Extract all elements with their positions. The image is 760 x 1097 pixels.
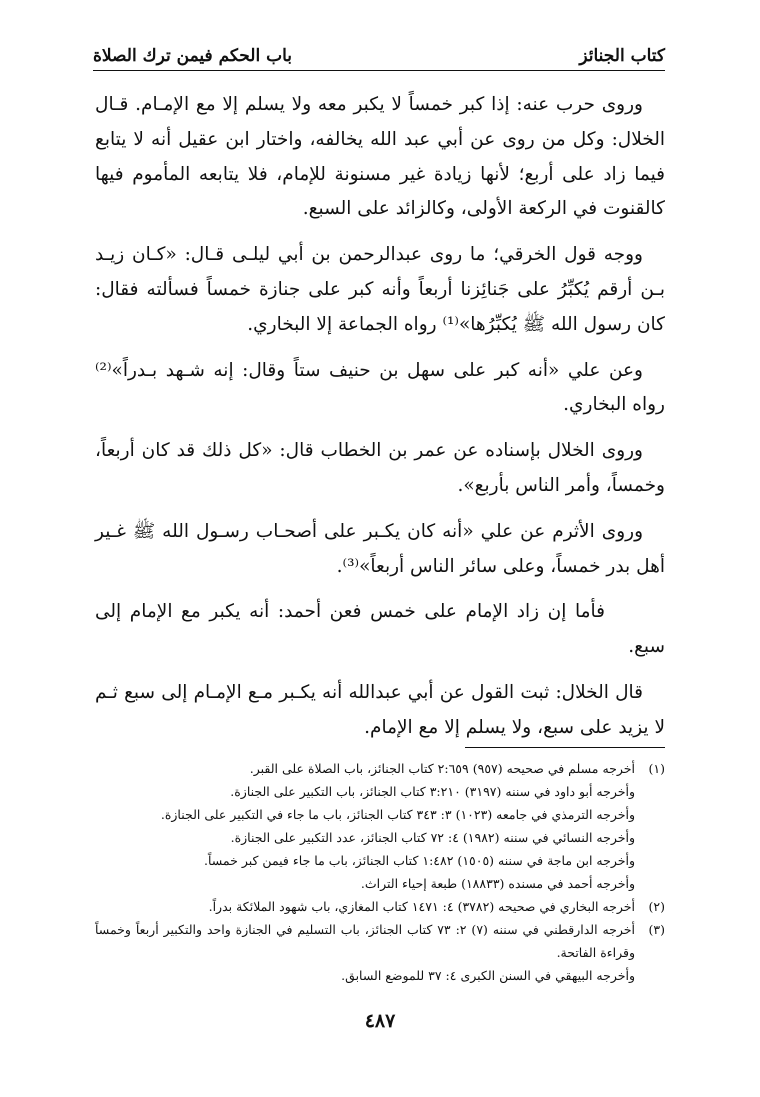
- footnote-text: أخرجه الدارقطني في سننه (٧) ٢: ٧٣ كتاب الجنائز، باب التسليم في الجنازة واحد والتكبير أربعاً وخمساً وقراءة الفاتحة.: [95, 922, 635, 960]
- footnote-line: وأخرجه الترمذي في جامعه (١٠٢٣) ٣: ٣٤٣ كتاب الجنائز، باب ما جاء في التكبير على الجنازة.: [160, 807, 635, 822]
- footnote-text: أخرجه مسلم في صحيحه (٩٥٧) ٢:٦٥٩ كتاب الجنائز، باب الصلاة على القبر.: [249, 761, 635, 776]
- paragraph-5: وروى الأثرم عن علي «أنه كان يكـبر على أصحـاب رسـول الله ﷺ غـير أهل بدر خمساً، وعلى سائر الناس أربعاً»⁽³⁾.: [95, 520, 665, 577]
- paragraph-4: وروى الخلال بإسناده عن عمر بن الخطاب قال: «كل ذلك قد كان أربعاً، وخمساً، وأمر الناس بأربع».: [95, 440, 665, 496]
- footnote-divider: [465, 747, 665, 748]
- header-divider: [93, 70, 665, 71]
- footnote-line: وأخرجه البيهقي في السنن الكبرى ٤: ٣٧ للموضع السابق.: [341, 968, 635, 983]
- paragraph-3: وعن علي «أنه كبر على سهل بن حنيف ستاً وقال: إنه شـهد بـدراً»⁽²⁾ رواه البخاري.: [95, 359, 665, 416]
- paragraph-7: قال الخلال: ثبت القول عن أبي عبدالله أنه يكـبر مـع الإمـام إلى سبع ثـم لا يزيد على سبع، ولا يسلم إلا مع الإمام.: [95, 681, 665, 738]
- footnote-line: وأخرجه أحمد في مسنده (١٨٨٣٣) طبعة إحياء التراث.: [360, 876, 635, 891]
- main-text: [95, 88, 665, 757]
- paragraph-6: فأما إن زاد الإمام على خمس فعن أحمد: أنه يكبر مع الإمام إلى سبع.: [95, 601, 665, 658]
- footnote-number: (١): [648, 761, 665, 776]
- page-number: ٤٨٧: [364, 1010, 396, 1032]
- paragraph-2: ووجه قول الخرقي؛ ما روى عبدالرحمن بن أبي ليلـى قـال: «كـان زيـد بـن أرقم يُكبِّرُ على جَنائِزنا أربعاً وأنه كبر على جنازة خمساً فسألته فقال: كان رسول الله ﷺ يُكبِّرُها»⁽¹⁾ رواه الجماعة إلا البخاري.: [95, 244, 665, 335]
- footnote-3: [95, 918, 665, 964]
- footnote-line: وأخرجه النسائي في سننه (١٩٨٢) ٤: ٧٢ كتاب الجنائز، عدد التكبير على الجنازة.: [230, 830, 635, 845]
- footnote-text: أخرجه البخاري في صحيحه (٣٧٨٢) ٤: ١٤٧١ كتاب المغازي، باب شهود الملائكة بدراً.: [208, 899, 635, 914]
- header-chapter-title: باب الحكم فيمن ترك الصلاة: [93, 46, 293, 66]
- running-header: [93, 30, 665, 66]
- footnote-line: وأخرجه ابن ماجة في سننه (١٥٠٥) ١:٤٨٢ كتاب الجنائز، باب ما جاء فيمن كبر خمساً.: [203, 853, 635, 868]
- footnote-1: [95, 757, 665, 780]
- header-book-title: كتاب الجنائز: [579, 46, 665, 66]
- footnote-2: [95, 895, 665, 918]
- footnote-number: (٣): [648, 922, 665, 937]
- paragraph-1: وروى حرب عنه: إذا كبر خمساً لا يكبر معه ولا يسلم إلا مع الإمـام. قـال الخلال: وكل من روى عن أبي عبد الله يخالفه، واختار ابن عقيل أنه لا يتابع فيما زاد على أربع؛ لأنها زيادة غير مسنونة للإمام، فلا يتابعه المأموم فيها كالقنوت في الركعة الأولى، وكالزائد على السبع.: [95, 94, 665, 220]
- footnote-number: (٢): [648, 899, 665, 914]
- footnotes: [95, 757, 665, 987]
- footnote-line: وأخرجه أبو داود في سننه (٣١٩٧) ٣:٢١٠ كتاب الجنائز، باب التكبير على الجنازة.: [230, 784, 635, 799]
